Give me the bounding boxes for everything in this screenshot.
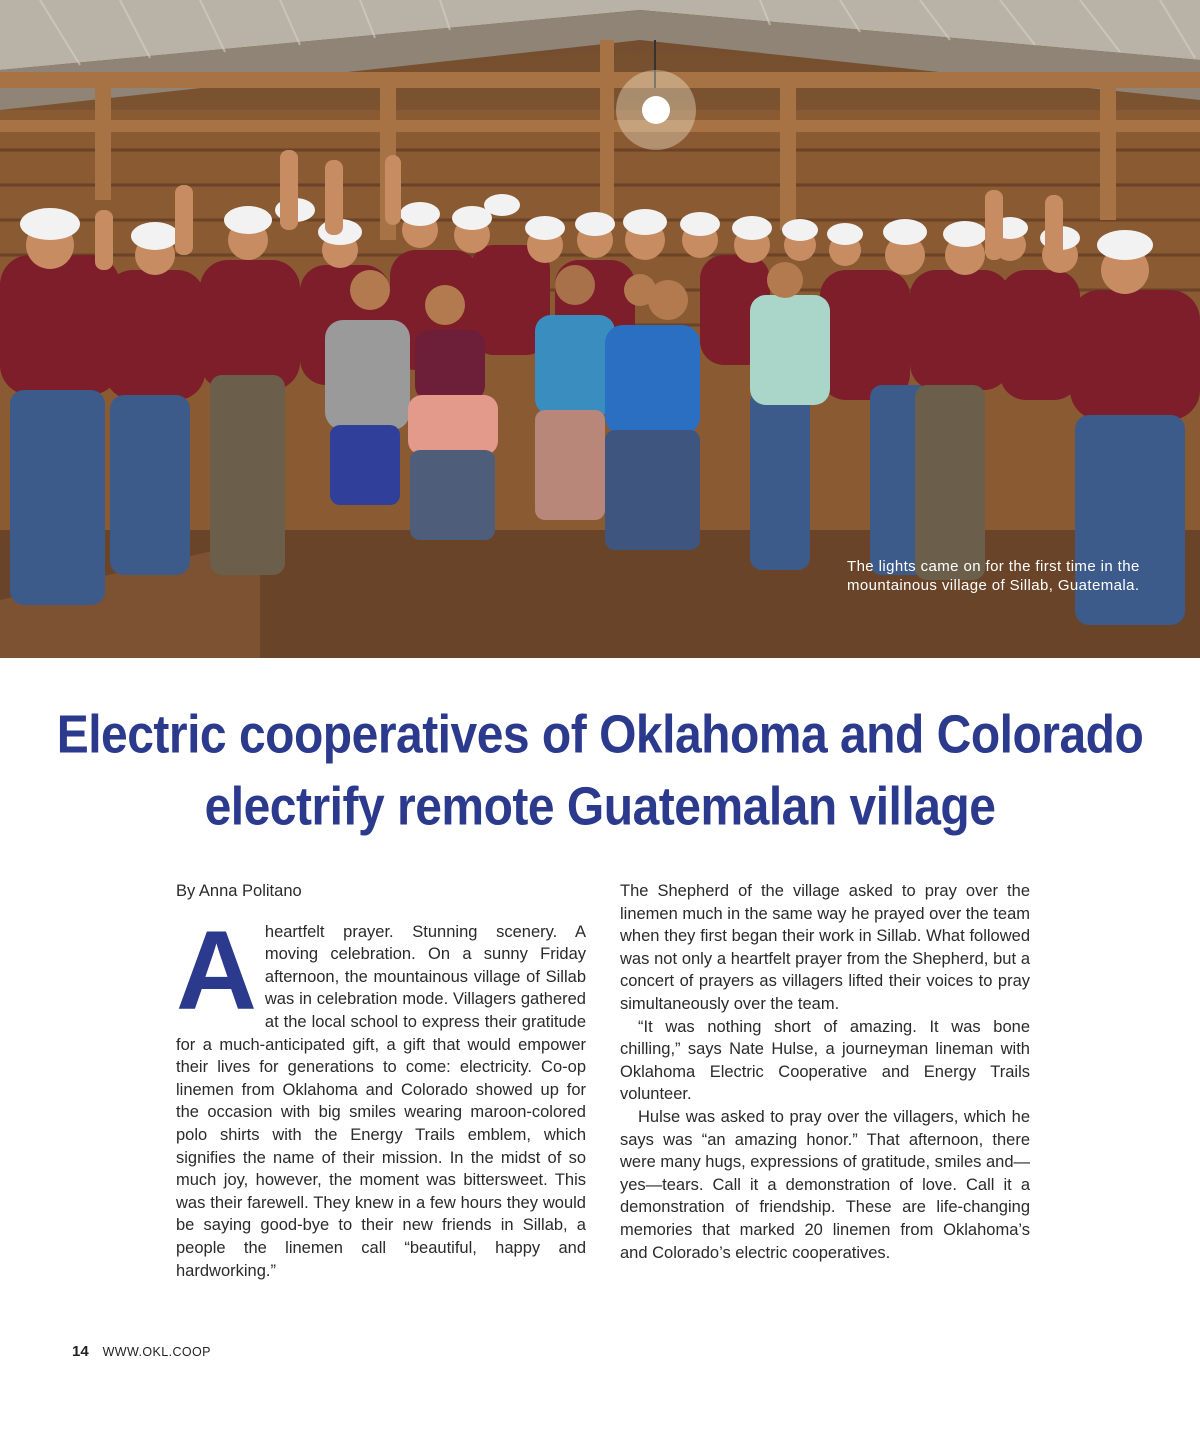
headline: [40, 700, 1160, 843]
page-footer: [72, 1343, 211, 1360]
article-column-right: [620, 880, 1030, 1264]
drop-cap: A: [176, 907, 257, 1033]
article-paragraph-1-text: heartfelt prayer. Stunning scenery. A moving celebration. On a sunny Friday afternoon, the mountainous village of Sillab was in celebration mode. Villagers gathered at the local school to express their gratitude for a much-anticipated gift, a gift that would empower their lives for generations to come: electricity. Co-op linemen from Oklahoma and Colorado showed up for the occasion with big smiles wearing maroon-colored polo shirts with the Energy Trails emblem, which signifies the name of their mission. In the midst of so much joy, however, the moment was bittersweet. This was their farewell. They knew in a few hours they would be saying good-bye to their new friends in Sillab, a people the linemen call “beautiful, happy and hardworking.”: [176, 922, 586, 1280]
footer-url[interactable]: WWW.OKL.COOP: [102, 1345, 211, 1359]
byline: By Anna Politano: [176, 882, 302, 900]
hero-photo: [0, 0, 1200, 658]
article-paragraph-4: Hulse was asked to pray over the villagers, which he says was “an amazing honor.” That afternoon, there were many hugs, expressions of gratitude, smiles and—yes—tears. Call it a demonstration of love. Call it a demonstration of friendship. These are life-changing memories that marked 20 linemen from Oklahoma’s and Colorado’s electric cooperatives.: [620, 1107, 1030, 1262]
article-paragraph-3: “It was nothing short of amazing. It was bone chilling,” says Nate Hulse, a journeyman lineman with Oklahoma Electric Cooperative and Energy Trails volunteer.: [620, 1017, 1030, 1104]
article-paragraph-1: [176, 907, 586, 1283]
light-bulb-icon: [616, 40, 696, 150]
article-column-left: [176, 880, 586, 1282]
photo-caption: The lights came on for the first time in the mountainous village of Sillab, Guatemala.: [847, 558, 1140, 594]
headline-line-2: electrify remote Guatemalan village: [204, 777, 996, 837]
headline-line-1: Electric cooperatives of Oklahoma and Colorado: [56, 705, 1144, 765]
page-number: 14: [72, 1343, 89, 1360]
article-paragraph-2: The Shepherd of the village asked to pray over the linemen much in the same way he prayed over the team when they first began their work in Sillab. What followed was not only a heartfelt prayer from the Shepherd, but a concert of prayers as villagers lifted their voices to pray simultaneously over the team.: [620, 882, 1030, 1013]
